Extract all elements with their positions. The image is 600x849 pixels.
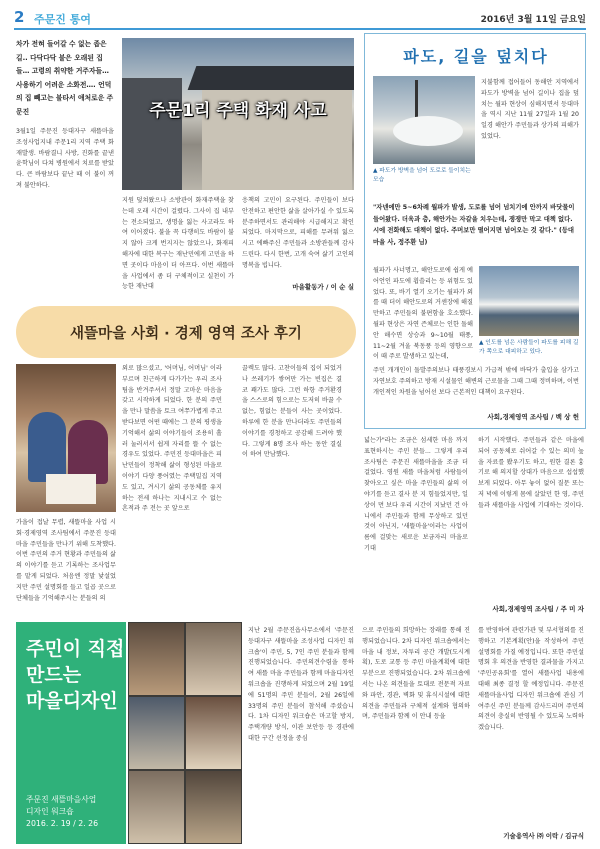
fire-article-title: 주문1리 주택 화재 사고 <box>149 101 327 121</box>
page-header <box>14 8 586 30</box>
issue-date: 2016년 3월 11일 금요일 <box>480 15 586 25</box>
survey-interview-photo <box>16 364 116 512</box>
waves-article-box <box>364 33 586 429</box>
design-body-col3: 를 반영하여 관련가관 및 부서협의를 진행하고 기본계획(안)을 작성하여 주민설명회를 가질 예정입니다. 또한 주민설명회 후 의견을 반영한 결과물을 가지고 '주민공유회'를 열어 새뜰사업 내용에 대해 최종 결정 할 예정입니다. 주문진 새뜰마을사업 디자인 워크숍에 관심 기여주신 주민 분들께 감사드리며 주민의 의견이 충실히 반영될 수 있도록 노력하겠습니다. <box>478 627 584 732</box>
workshop-photo <box>186 623 241 695</box>
fire-article-intro <box>16 38 114 192</box>
fire-quote: 차가 전혀 들어갈 수 없는 좁은 길.. 다닥다닥 붙은 오래된 집들… 고령의 취약한 거주자들… 사용하기 어려운 소화전…. 언덕의 집 빼고는 불타서 애처로운 주문진 <box>16 40 114 116</box>
burnt-wall-shape <box>122 78 182 190</box>
waves-body-3: 주민 개개인이 돌발주의보나 태풍경보시 가급적 밖에 바닥가 출입을 삼가고 자연보호 주의하고 방재 시설물인 해변의 근로물을 그때 그때 정비하며, 이번 개인적인 차원을 넘어선 보다 근본적인 대책이 요구된다. <box>373 367 579 396</box>
survey-body-col5: 하기 시작했다. 주민들과 같은 마을에 되어 공동체로 쉬어갈 수 있는 의미 높을 자료를 봤우기도 하고, 원한 결론 흉기로 해 의지할 상대가 마음으로 섭섭했보게 되었다. 아무 놓이 없어 질문 또는 저 녁에 이렇게 몸에 살았던 한 영, 주민들과 새뜰마을 사업에 기대하는 것이다. <box>478 437 584 509</box>
design-subtitle <box>26 794 98 830</box>
design-title-panel <box>16 622 126 844</box>
roof-shape <box>188 66 354 90</box>
page-number: 2 <box>14 8 25 26</box>
design-subtitle-line: 주문진 새뜰마을사업 <box>26 795 97 804</box>
fire-body-col1: 3월1일 주문진 등대자구 새뜰마을 조성사업지내 주문1리 지역 주택 화재발생. 바람결니 사방, 진화를 끝낸 윤학님이 다쳐 병원에서 치료를 받았다. 큰 바람보다 끝난 때 이 불이 꺼져 불안하다. <box>16 128 114 189</box>
waves-body-intro: 지불함께 접어들어 동해안 지역에서 파도가 방벽을 넘어 길이나 집을 덮치는 월파 현상이 심해지면서 등대마을 역시 지난 11월 27일과 1월 20일경 해안가 주민들과 상가의 피해가 있었다. <box>481 79 579 140</box>
design-title-line: 주민이 직접 <box>26 638 125 660</box>
design-byline: 기술용역사 ㈜ 이락 / 김규식 <box>503 832 584 840</box>
design-body-col1: 지난 2월 주문진읍사무소에서 '주문진 등대자구 새뜰마을 조성사업 디자인 워크숍'이 주민, 5, 7인 주민 분들과 함께 진행되었습니다. 주민의견수렴을 통하여 새뜰 마을 주민들과 함께 마을디자인 워크숍을 진행하게 되었으며 2월 19일에 51명의 주민 분들이, 2월 26일에 33명의 주민 분들이 참석해 주셨습니다. 1차 디자인 워크숍은 마고할 방지, 주택개량 방식, 이관 보안등 등 경관에 대한 구간 선정을 중심 <box>248 627 354 742</box>
survey-body-col3: 끌렉도 많다. 고찬이들의 집이 되었거나 쓰레기가 쌓여만 가는 빈집은 결 코 꽤가도 많다. 그런 하항 주거환경을 스스로의 힘으로는 도저히 바꿀 수 없는, 힘없는 분들이 사는 곳이었다. 하루에 한 분을 만나더라도 주민들의 이야기를 경청하고 공감해 드려야 했다. 그렇게 8명 조사 하는 동안 결실이 하여 만남했다. <box>242 365 342 459</box>
design-body-col2: 으로 주민들의 희망하는 장래를 통해 진행되었습니다. 2차 디자인 워크숍에서는 마을 내 정보, 자투리 공간 개발(도시계획), 도로 교통 등 주민 마을계획에 대한 부분으로 진행되었습니다. 2차 워크숍에서는 나온 의견들을 토대로 전문적 자료와 파안, 경관, 벽화 및 휴식시설에 대한 의견을 주민들과 구체적 설계와 협의하며, 주민들과 함께 이 안내 등을 <box>362 627 470 721</box>
waves-caption-2: ▲ 인도를 넘은 사람들이 파도를 피해 길가 쪽으로 대피하고 있다. <box>479 340 579 355</box>
fire-body-col3: 응책의 고민이 요구된다. 주민들이 보다 안전하고 편안한 삶을 살아가실 수 있도록 분주하면서도 관리해야 시급해지고 확인되었다. 마지막으로, 피해를 무려워 잃으시고 에빠주신 주민들과 소방관들께 감사드린다. 다시 한번, 고개 숙여 삶기 고인의 명복을 빕니다. <box>242 197 354 269</box>
workshop-photo-collage <box>128 622 242 844</box>
wave-spray-shape <box>393 116 463 146</box>
survey-title-banner <box>16 306 356 358</box>
waves-byline: 사회,경제영역 조사팀 / 백 상 헌 <box>487 413 579 421</box>
survey-body-col1: 가을이 접날 무렵, 새뜰마을 사업 시회·경제영역 조사팀에서 주문진 등대마을 주민들을 만나기 위해 도착했다. 이번 주민의 주거 현황과 주민들의 삶의 이야기를 듣고 기록하는 조사업무를 맡게 되었다. 처음엔 정말 낯설었지만 주민 설명회를 들고 일곱 곳으로 단체들을 기억해주시는 분들의 의 <box>16 519 116 602</box>
design-subtitle-line: 디자인 워크숍 <box>26 807 74 816</box>
waves-quote: "자넨에만 5~6차례 월파가 발생, 도로를 넘어 넘치기에 안까지 바닷물이 들어왔다. 더욱과 층, 해안가는 자갈을 치우는데, 쟁쟁만 막고 대책 없다. 시에 전화해도 대책이 없다. 주머보만 떨어지면 넘어오는 것 같다." (등대마을 사, 정주환 님) <box>373 204 575 246</box>
design-title-line: 만드는 <box>26 664 82 686</box>
workshop-photo <box>186 771 241 843</box>
design-subtitle-line: 2016. 2. 19 / 2. 26 <box>26 819 99 828</box>
waves-caption-1: ▲ 파도가 방벽을 넘어 도로로 들이치는 모습 <box>373 168 471 183</box>
fire-body-col2: 지원 덮쳐왔으나 소방관이 화재주택을 찾는데 오래 시간이 걸렸다. 그사이 집 내부는 전소되었고, 생명을 잃는 사고라도 하여 이어졌다. 불을 꼭 다행히도 바람이 불지 않아 크게 번지지는 않았으나, 화재피해자에 대한 복구는 재난민에게 고민을 하면 곳이다 마음이 더 아프다. 이번 새뜰마을 사업에서 좀 더 구체적이고 실천이 가능한 재난대 <box>122 197 234 291</box>
fire-body-col3-wrap <box>242 196 354 291</box>
fire-byline: 마을활동가 / 이 순 실 <box>292 282 354 291</box>
design-article-title <box>26 636 124 714</box>
survey-article-title: 새뜰마을 사회 · 경제 영역 조사 후기 <box>70 326 302 342</box>
workshop-photo <box>129 697 184 769</box>
workshop-photo <box>186 697 241 769</box>
survey-body-col2: 외로 많으셨고, '어머님, 어머님' 이라 부르며 친근하게 다가가는 우리 조사팀을 반겨주셔서 정말 고마운 마음을 갖고 시작하게 되었다. 한 분의 주민을 만나 말씀을 토크 여쭈가볍게 주고 받다보면 어떤 때에는 그 분의 평생을 기억해서 삶의 이야기들이 조용히 흘러 눌러서서 쉽게 자리를 뜰 수 없는 경우도 있었다. 주민진 등대마을은 피난민들이 정착해 삶이 형성된 마을로 이야기 다양 풍어였는 주택밀집 지역도 있고, 겨시기 삶의 공동체를 유지하는 전세 하나는 지내시고 수 없는 흔적과 주 전는 곳 앞으로 <box>122 365 222 513</box>
waves-body-2: 월파가 사너명고, 해안도로에 쉽게 예어언인 파도에 휩쓸리는 등 위험도 있었다. 또, 바기 열기 오기는 월파가 외를 때 더이 해안도로의 거센장에 해질만하고 주민들의 불편함을 호소했다. 월파 현상은 자연 즌체로는 인한 돌해안 해수면 상승과 9~10월 태풍, 11~2월 겨울 북동풍 등의 영향으로 이 때 주로 발생하고 있는데, <box>373 267 473 361</box>
waves-photo-1 <box>373 76 475 164</box>
person-shape <box>28 412 66 482</box>
workshop-photo <box>129 771 184 843</box>
fire-house-photo <box>122 38 354 190</box>
document-shape <box>46 474 96 504</box>
newspaper-name: 주문진 통여 <box>34 13 91 26</box>
design-title-line: 마을디자인 <box>26 690 118 712</box>
survey-body-col4: 넓는가"라는 조금은 섬세한 마음 까지 표현하시는 주민 분들... 그렇게 우리 조사팀은 주문진 새뜰마을을 조금 더 걸었다. 영원 새뜰 마을처럼 사람들이 찾아오고 싶은 마을 주민들의 삶의 이야기를 듣고 결사 분 지 힘들었지만, 일상이 먼 보다 우리 시간이 지났던 건 아니에서 주민들과 함께 무상하고 있던 것이 아닌지, '새뜰마을'이라는 사업이름에 걸맞는 새로운 보금자리 마을로 기대 <box>364 437 468 552</box>
waves-photo-2 <box>479 266 579 336</box>
waves-article-title: 파도, 길을 덮치다 <box>403 47 549 66</box>
workshop-photo <box>129 623 184 695</box>
survey-byline: 사회,경제영역 조사팀 / 주 미 자 <box>492 605 584 613</box>
